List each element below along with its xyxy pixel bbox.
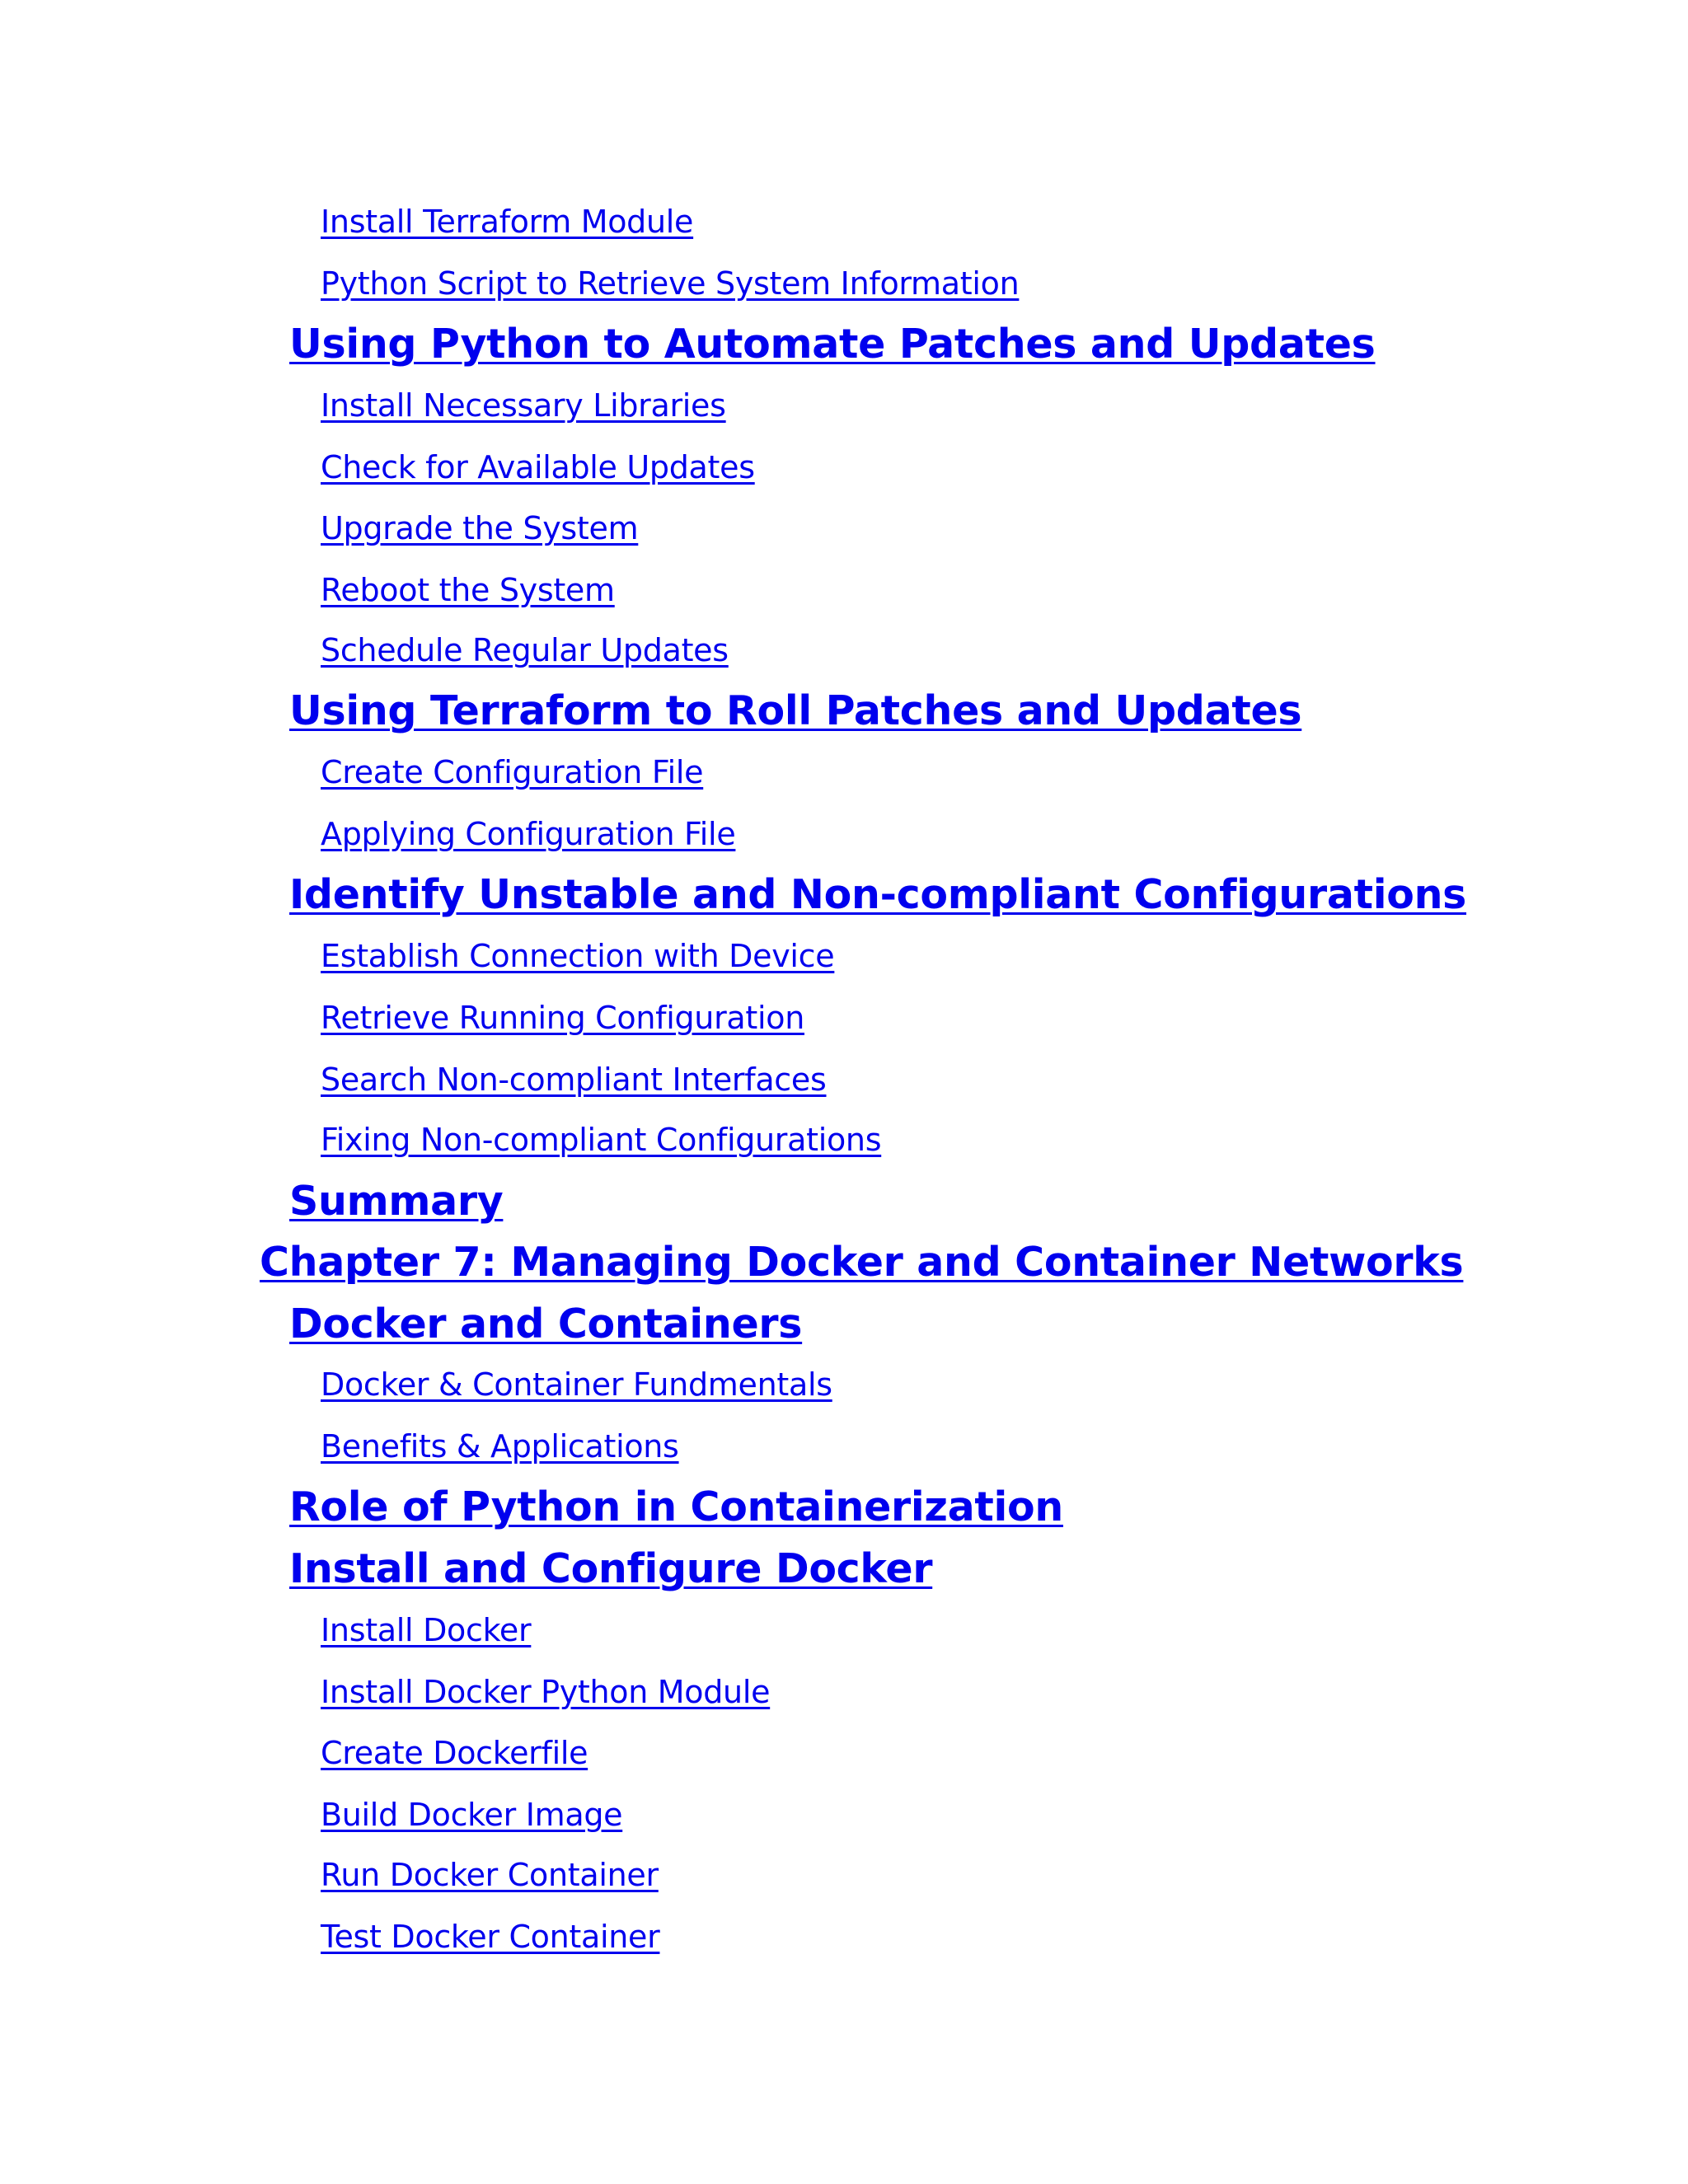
- toc-link-identify-non-compliant-configurations[interactable]: Identify Unstable and Non-compliant Configurations: [289, 871, 1467, 918]
- toc-link-install-necessary-libraries[interactable]: Install Necessary Libraries: [321, 387, 726, 424]
- toc-link-build-docker-image[interactable]: Build Docker Image: [321, 1797, 623, 1833]
- toc-link-install-terraform-module[interactable]: Install Terraform Module: [321, 204, 694, 240]
- toc-link-reboot-system[interactable]: Reboot the System: [321, 572, 615, 608]
- toc-link-establish-connection-device[interactable]: Establish Connection with Device: [321, 938, 835, 974]
- toc-link-applying-configuration-file[interactable]: Applying Configuration File: [321, 816, 736, 852]
- toc-link-docker-container-fundamentals[interactable]: Docker & Container Fundmentals: [321, 1366, 832, 1403]
- toc-link-create-configuration-file[interactable]: Create Configuration File: [321, 754, 704, 790]
- toc-link-chapter-7[interactable]: Chapter 7: Managing Docker and Container Networks: [260, 1239, 1464, 1286]
- toc-link-check-available-updates[interactable]: Check for Available Updates: [321, 449, 755, 485]
- toc-link-install-docker-python-module[interactable]: Install Docker Python Module: [321, 1674, 771, 1710]
- toc-link-install-docker[interactable]: Install Docker: [321, 1612, 532, 1648]
- toc-link-docker-and-containers[interactable]: Docker and Containers: [289, 1301, 803, 1347]
- toc-link-benefits-applications[interactable]: Benefits & Applications: [321, 1428, 679, 1465]
- toc-link-role-of-python-containerization[interactable]: Role of Python in Containerization: [289, 1483, 1063, 1530]
- toc-link-upgrade-system[interactable]: Upgrade the System: [321, 510, 639, 546]
- toc-link-fixing-non-compliant-configurations[interactable]: Fixing Non-compliant Configurations: [321, 1122, 882, 1158]
- toc-link-python-automate-patches[interactable]: Using Python to Automate Patches and Updates: [289, 321, 1376, 368]
- toc-link-schedule-regular-updates[interactable]: Schedule Regular Updates: [321, 632, 729, 668]
- toc-link-test-docker-container[interactable]: Test Docker Container: [321, 1919, 660, 1955]
- toc-link-install-configure-docker[interactable]: Install and Configure Docker: [289, 1545, 933, 1592]
- toc-link-summary[interactable]: Summary: [289, 1178, 504, 1225]
- toc-link-run-docker-container[interactable]: Run Docker Container: [321, 1857, 659, 1893]
- toc-link-create-dockerfile[interactable]: Create Dockerfile: [321, 1735, 588, 1771]
- toc-link-retrieve-running-configuration[interactable]: Retrieve Running Configuration: [321, 1000, 804, 1036]
- toc-link-terraform-roll-patches[interactable]: Using Terraform to Roll Patches and Updates: [289, 687, 1302, 734]
- toc-link-python-script-system-information[interactable]: Python Script to Retrieve System Information: [321, 265, 1020, 302]
- toc-link-search-non-compliant-interfaces[interactable]: Search Non-compliant Interfaces: [321, 1062, 827, 1098]
